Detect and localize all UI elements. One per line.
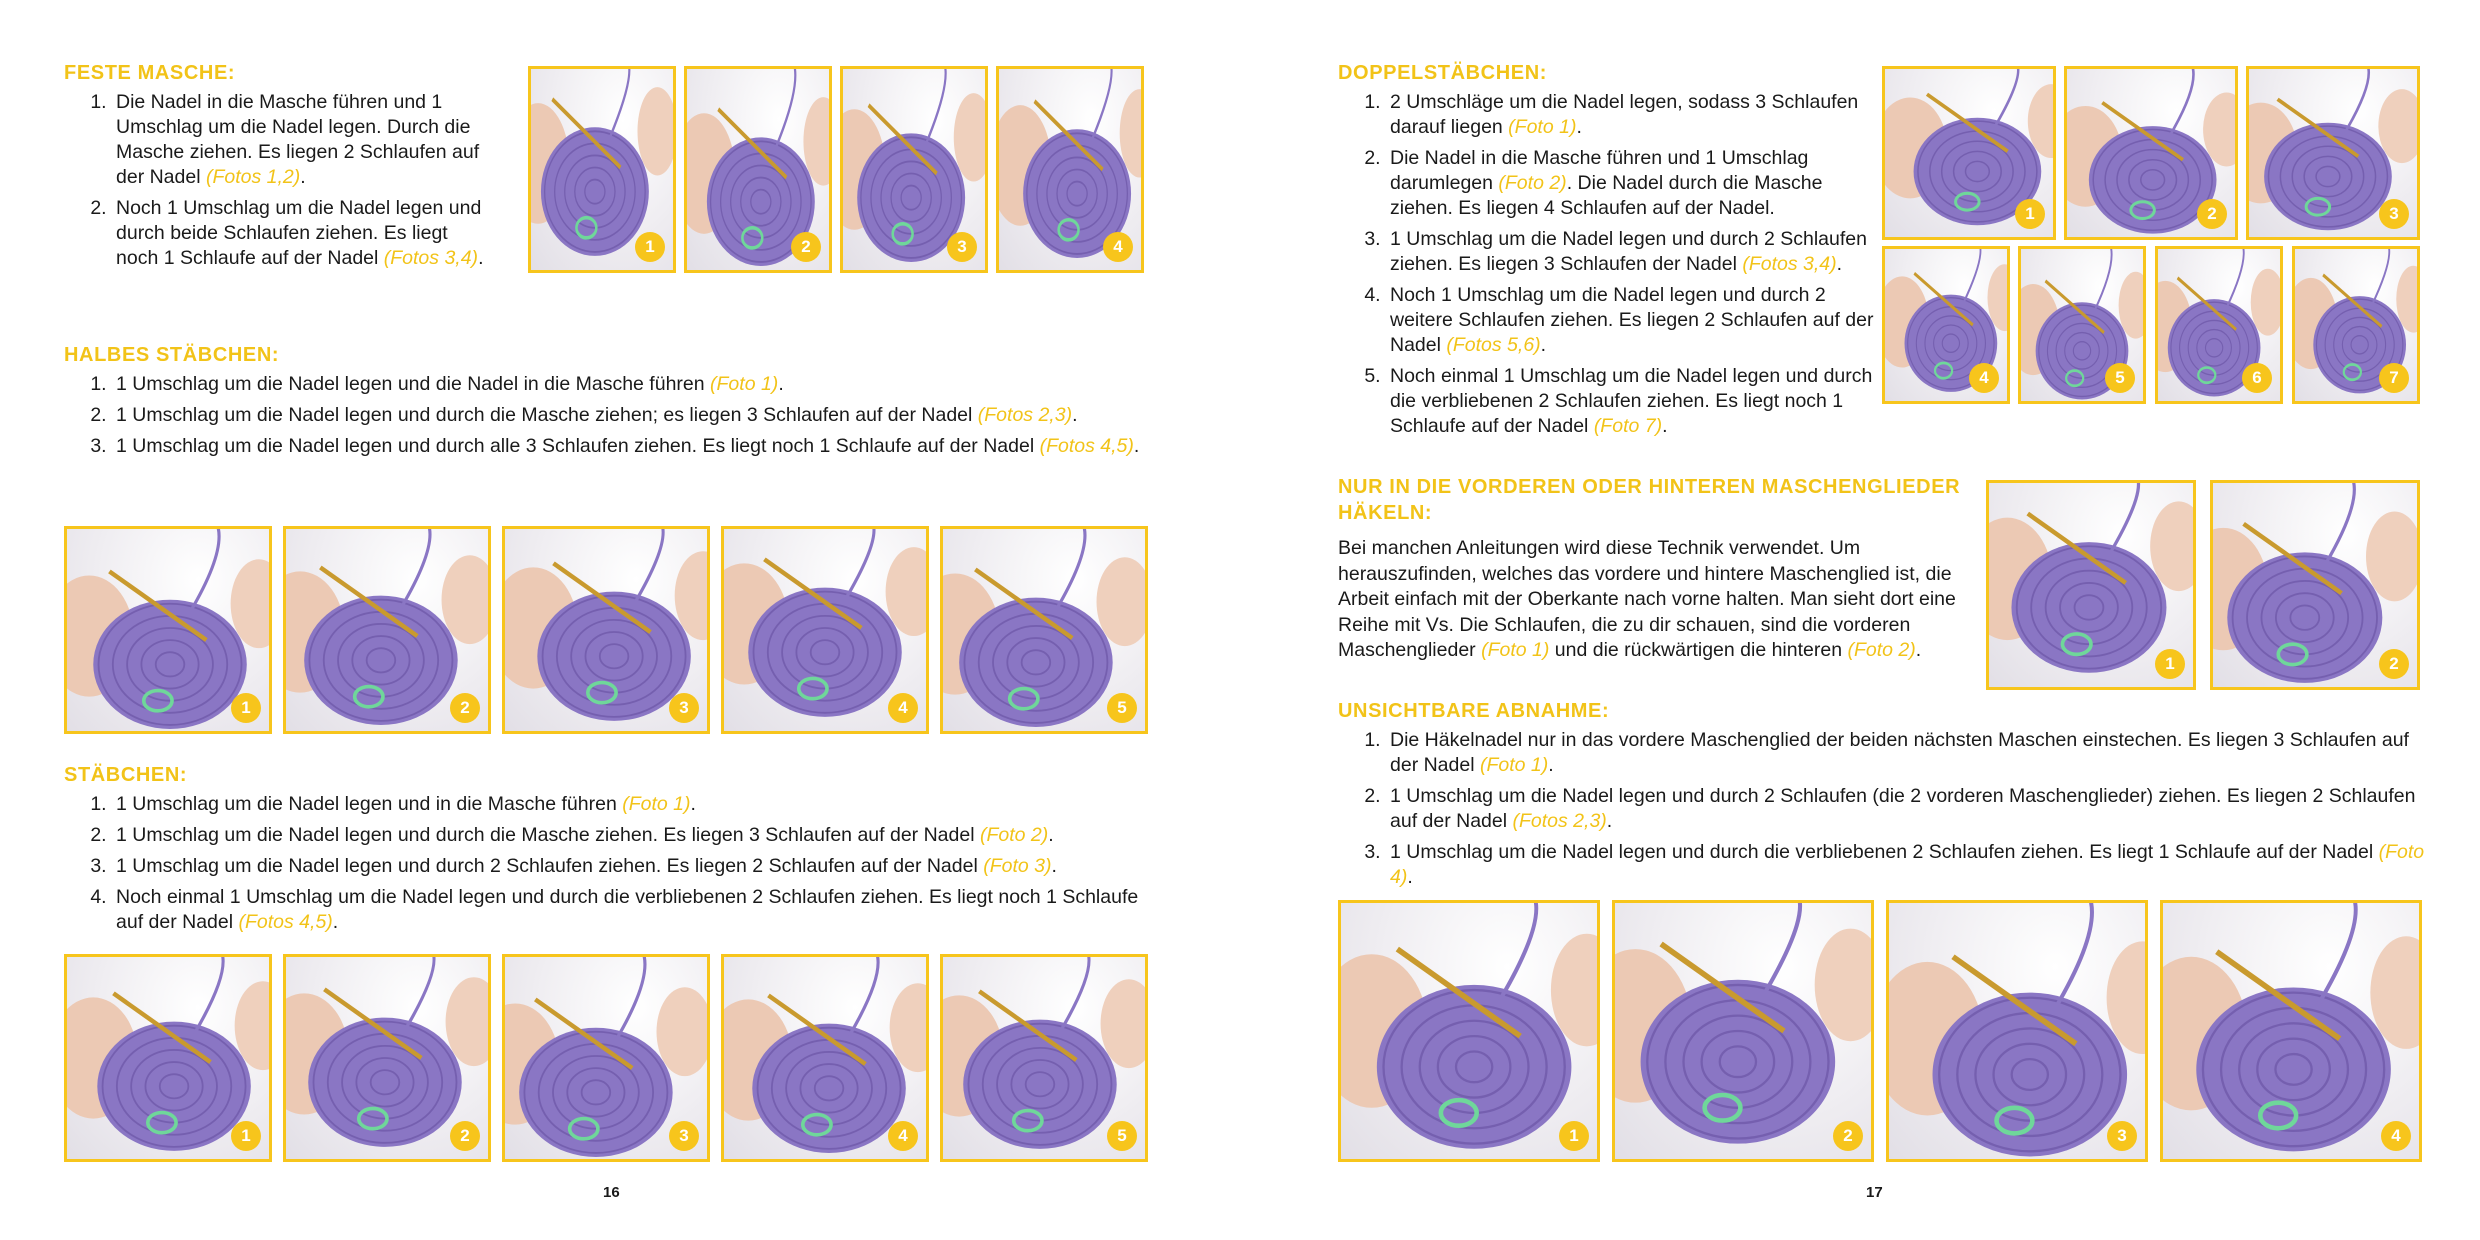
photo-number-badge: 1: [231, 1121, 261, 1151]
photo-number-badge: 4: [888, 1121, 918, 1151]
photo-number-badge: 5: [1107, 693, 1137, 723]
section-unsichtbare-abnahme: [1338, 698, 2428, 896]
list-item: 3. 1 Umschlag um die Nadel legen und durch 2 Schlaufen ziehen. Es liegen 3 Schlaufen der Nadel (Fotos 3,4).: [1386, 227, 1874, 277]
photo-feste-2: [684, 66, 832, 273]
crochet-photo-illustration: [1615, 903, 1871, 1159]
photo-number-badge: 4: [2381, 1121, 2411, 1151]
list-halbes-staebchen: [64, 372, 1154, 459]
heading-unsichtbare-abnahme: UNSICHTBARE ABNAHME:: [1338, 700, 1610, 722]
list-item: 2. 1 Umschlag um die Nadel legen und durch die Masche ziehen; es liegen 3 Schlaufen auf der Nadel (Fotos 2,3).: [112, 403, 1154, 428]
photo-number-badge: 2: [450, 1121, 480, 1151]
list-item: 1. Die Nadel in die Masche führen und 1 Umschlag um die Nadel legen. Durch die Masche ziehen. Es liegen 2 Schlaufen auf der Nadel (Fotos 1,2).: [112, 90, 494, 190]
photo-number-badge: 3: [669, 1121, 699, 1151]
photo-ref: (Foto 1): [1479, 754, 1549, 776]
photo-number-badge: 4: [888, 693, 918, 723]
photo-staebchen-5: [940, 954, 1148, 1162]
paragraph-maschenglieder: Bei manchen Anleitungen wird diese Technik verwendet. Um herauszufinden, welches das vordere und hintere Maschenglied ist, die Arbeit einfach mit der Oberkante nach vorne halten. Man sieht dort eine Reihe mit Vs. Die Schlaufen, die zu dir schauen, sind die vorderen Maschenglieder (Foto 1) und die rückwärtigen die hinteren (Foto 2).: [1338, 537, 1956, 661]
page-number-left: 16: [603, 1184, 620, 1201]
list-item: 5. Noch einmal 1 Umschlag um die Nadel legen und durch die verbliebenen 2 Schlaufen ziehen. Es liegt noch 1 Schlaufe auf der Nadel (Foto 7).: [1386, 364, 1874, 439]
photo-ref: (Foto 1): [1481, 639, 1550, 661]
photo-halbes-4: [721, 526, 929, 734]
photo-doppel-7: [2292, 246, 2420, 404]
crochet-photo-illustration: [1341, 903, 1597, 1159]
section-doppelstaebchen: [1338, 60, 1874, 445]
list-unsichtbare-abnahme: [1338, 728, 2428, 890]
list-item: 2. 1 Umschlag um die Nadel legen und durch 2 Schlaufen (die 2 vorderen Maschenglieder) ziehen. Es liegen 2 Schlaufen auf der Nadel (Fotos 2,3).: [1386, 784, 2428, 834]
list-item: 3. 1 Umschlag um die Nadel legen und durch alle 3 Schlaufen ziehen. Es liegt noch 1 Schlaufe auf der Nadel (Fotos 4,5).: [112, 434, 1154, 459]
list-item: 1. 1 Umschlag um die Nadel legen und die Nadel in die Masche führen (Foto 1).: [112, 372, 1154, 397]
photo-halbes-5: [940, 526, 1148, 734]
photo-ref: (Foto 1): [1508, 116, 1577, 138]
photo-doppel-1: [1882, 66, 2056, 240]
section-halbes-staebchen: [64, 342, 1154, 465]
photo-ref: (Foto 2): [979, 824, 1049, 846]
list-feste-masche: [64, 90, 494, 271]
list-item: 3. 1 Umschlag um die Nadel legen und durch 2 Schlaufen ziehen. Es liegen 2 Schlaufen auf der Nadel (Foto 3).: [112, 854, 1154, 879]
photo-ref: (Fotos 4,5): [238, 911, 333, 933]
photo-staebchen-4: [721, 954, 929, 1162]
list-item: 1. 1 Umschlag um die Nadel legen und in die Masche führen (Foto 1).: [112, 792, 1154, 817]
heading-staebchen: STÄBCHEN:: [64, 764, 188, 786]
photo-number-badge: 4: [1103, 232, 1133, 262]
photo-number-badge: 2: [2379, 649, 2409, 679]
photo-abnahme-3: [1886, 900, 2148, 1162]
crochet-photo-illustration: [1889, 903, 2145, 1159]
photo-doppel-4: [1882, 246, 2010, 404]
heading-doppelstaebchen: DOPPELSTÄBCHEN:: [1338, 62, 1548, 84]
photo-ref: (Foto 4): [1390, 841, 2425, 888]
page-number-right: 17: [1866, 1184, 1883, 1201]
photo-ref: (Foto 3): [983, 855, 1052, 877]
photo-staebchen-2: [283, 954, 491, 1162]
list-staebchen: [64, 792, 1154, 935]
photo-number-badge: 5: [2105, 363, 2135, 393]
photo-ref: (Fotos 2,3): [1512, 810, 1607, 832]
list-item: 2. 1 Umschlag um die Nadel legen und durch die Masche ziehen. Es liegen 3 Schlaufen auf der Nadel (Foto 2).: [112, 823, 1154, 848]
photo-number-badge: 2: [791, 232, 821, 262]
heading-maschenglieder: NUR IN DIE VORDEREN ODER HINTEREN MASCHENGLIEDER HÄKELN:: [1338, 476, 1961, 524]
photo-number-badge: 1: [2015, 199, 2045, 229]
photo-number-badge: 1: [1559, 1121, 1589, 1151]
photo-halbes-2: [283, 526, 491, 734]
photo-ref: (Fotos 1,2): [205, 166, 301, 188]
photo-glied-1: [1986, 480, 2196, 690]
photo-ref: (Fotos 2,3): [977, 404, 1073, 426]
heading-halbes-staebchen: HALBES STÄBCHEN:: [64, 344, 280, 366]
list-doppelstaebchen: [1338, 90, 1874, 439]
photo-ref: (Fotos 5,6): [1446, 334, 1541, 356]
photo-number-badge: 1: [231, 693, 261, 723]
photo-number-badge: 2: [1833, 1121, 1863, 1151]
heading-feste-masche: FESTE MASCHE:: [64, 62, 236, 84]
photo-feste-3: [840, 66, 988, 273]
photo-number-badge: 3: [947, 232, 977, 262]
photo-feste-1: [528, 66, 676, 273]
section-staebchen: [64, 762, 1154, 941]
photo-doppel-6: [2155, 246, 2283, 404]
photo-doppel-5: [2018, 246, 2146, 404]
photo-doppel-2: [2064, 66, 2238, 240]
photo-doppel-3: [2246, 66, 2420, 240]
list-item: 2. Noch 1 Umschlag um die Nadel legen und durch beide Schlaufen ziehen. Es liegt noch 1 Schlaufe auf der Nadel (Fotos 3,4).: [112, 196, 494, 271]
photo-ref: (Foto 2): [1498, 172, 1567, 194]
photo-abnahme-1: [1338, 900, 1600, 1162]
photo-ref: (Foto 1): [710, 373, 779, 395]
photo-abnahme-4: [2160, 900, 2422, 1162]
photo-ref: (Foto 1): [622, 793, 691, 815]
photo-number-badge: 7: [2379, 363, 2409, 393]
crochet-photo-illustration: [2163, 903, 2419, 1159]
photo-ref: (Fotos 3,4): [383, 247, 479, 269]
photo-number-badge: 3: [2379, 199, 2409, 229]
photo-number-badge: 5: [1107, 1121, 1137, 1151]
section-feste-masche: [64, 60, 494, 277]
list-item: 2. Die Nadel in die Masche führen und 1 Umschlag darumlegen (Foto 2). Die Nadel durch die Masche ziehen. Es liegen 4 Schlaufen auf der Nadel.: [1386, 146, 1874, 221]
photo-number-badge: 2: [2197, 199, 2227, 229]
photo-number-badge: 1: [2155, 649, 2185, 679]
photo-feste-4: [996, 66, 1144, 273]
list-item: 4. Noch einmal 1 Umschlag um die Nadel legen und durch die verbliebenen 2 Schlaufen ziehen. Es liegt noch 1 Schlaufe auf der Nadel (Fotos 4,5).: [112, 885, 1154, 935]
list-item: 1. 2 Umschläge um die Nadel legen, sodass 3 Schlaufen darauf liegen (Foto 1).: [1386, 90, 1874, 140]
photo-staebchen-1: [64, 954, 272, 1162]
photo-ref: (Foto 2): [1847, 639, 1916, 661]
photo-ref: (Fotos 4,5): [1039, 435, 1134, 457]
photo-number-badge: 2: [450, 693, 480, 723]
photo-number-badge: 3: [2107, 1121, 2137, 1151]
photo-ref: (Foto 7): [1593, 415, 1663, 437]
photo-number-badge: 1: [635, 232, 665, 262]
list-item: 4. Noch 1 Umschlag um die Nadel legen und durch 2 weitere Schlaufen ziehen. Es liegen 2 Schlaufen auf der Nadel (Fotos 5,6).: [1386, 283, 1874, 358]
photo-halbes-3: [502, 526, 710, 734]
list-item: 3. 1 Umschlag um die Nadel legen und durch die verbliebenen 2 Schlaufen ziehen. Es liegt 1 Schlaufe auf der Nadel (Foto 4).: [1386, 840, 2428, 890]
photo-ref: (Fotos 3,4): [1742, 253, 1837, 275]
photo-number-badge: 4: [1969, 363, 1999, 393]
photo-staebchen-3: [502, 954, 710, 1162]
photo-number-badge: 3: [669, 693, 699, 723]
section-maschenglieder: [1338, 474, 1964, 664]
photo-number-badge: 6: [2242, 363, 2272, 393]
photo-glied-2: [2210, 480, 2420, 690]
list-item: 1. Die Häkelnadel nur in das vordere Maschenglied der beiden nächsten Maschen einstechen. Es liegen 3 Schlaufen auf der Nadel (Foto 1).: [1386, 728, 2428, 778]
photo-halbes-1: [64, 526, 272, 734]
photo-abnahme-2: [1612, 900, 1874, 1162]
